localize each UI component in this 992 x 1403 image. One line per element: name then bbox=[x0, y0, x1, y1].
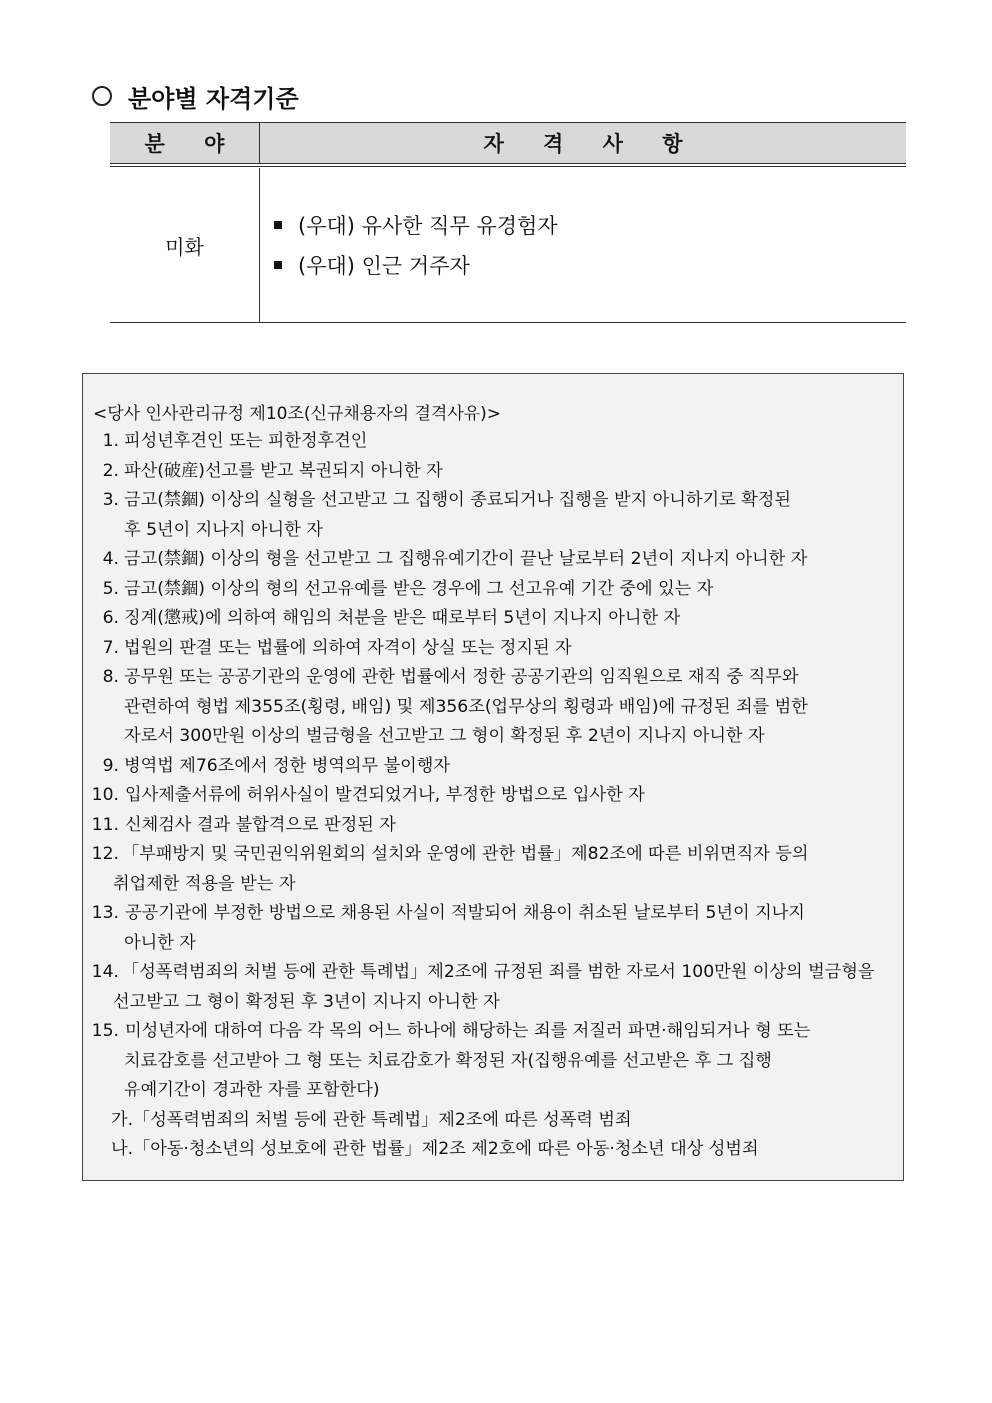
header-field: 분 야 bbox=[144, 132, 241, 156]
list-item-text: 파산(破産)선고를 받고 복권되지 아니한 자 bbox=[124, 460, 443, 481]
list-item-number: 9. bbox=[102, 755, 119, 776]
list-item bbox=[83, 1135, 903, 1165]
square-bullet-icon bbox=[274, 221, 282, 229]
list-item-text: 자로서 300만원 이상의 벌금형을 선고받고 그 형이 확정된 후 2년이 지나지 아니한 자 bbox=[124, 726, 765, 746]
list-item-number: 8. bbox=[102, 667, 119, 687]
list-item bbox=[83, 752, 903, 782]
list-item-text: 공공기관에 부정한 방법으로 채용된 사실이 적발되어 채용이 취소된 날로부터 5년이 지나지 bbox=[125, 903, 805, 923]
disqualification-box bbox=[82, 373, 904, 1181]
list-item-number: 6. bbox=[102, 608, 119, 628]
list-item-text: 미성년자에 대하여 다음 각 목의 어느 하나에 해당하는 죄를 저질러 파면·해임되거나 형 또는 bbox=[125, 1021, 811, 1041]
disqualification-title: <당사 인사관리규정 제10조(신규채용자의 결격사유)> bbox=[93, 404, 502, 424]
list-item-text: 법원의 판결 또는 법률에 의하여 자격이 상실 또는 정지된 자 bbox=[124, 637, 572, 658]
list-item-text: 후 5년이 지나지 아니한 자 bbox=[124, 519, 323, 540]
list-item-text: 유예기간이 경과한 자를 포함한다) bbox=[124, 1080, 380, 1100]
list-item-number: 11. bbox=[91, 814, 119, 835]
qualification-table-header bbox=[110, 122, 906, 163]
list-item-text: 공무원 또는 공공기관의 운영에 관한 법률에서 정한 공공기관의 임직원으로 재직 중 직무와 bbox=[124, 667, 799, 687]
list-item-number: 10. bbox=[91, 785, 119, 805]
section-heading bbox=[92, 78, 299, 114]
list-item bbox=[83, 486, 903, 545]
list-item-text: 취업제한 적용을 받는 자 bbox=[113, 873, 296, 894]
list-item-number: 14. bbox=[91, 962, 119, 982]
requirement-item: (우대) 인근 거주자 bbox=[274, 250, 558, 280]
list-item bbox=[83, 1017, 903, 1106]
list-item-text: 병역법 제76조에서 정한 병역의무 불이행자 bbox=[124, 755, 450, 776]
list-item bbox=[83, 575, 903, 605]
list-item-text: 금고(禁錮) 이상의 실형을 선고받고 그 집행이 종료되거나 집행을 받지 아니하기로 확정된 bbox=[124, 490, 791, 510]
list-item-number: 4. bbox=[102, 549, 119, 569]
list-item-text: 금고(禁錮) 이상의 형을 선고받고 그 집행유예기간이 끝난 날로부터 2년이 지나지 아니한 자 bbox=[124, 549, 808, 569]
list-item-text: 「성폭력범죄의 처벌 등에 관한 특례법」제2조에 따른 성폭력 범죄 bbox=[133, 1109, 632, 1130]
list-item-text: 아니한 자 bbox=[124, 932, 196, 953]
requirements-list bbox=[274, 210, 558, 280]
list-item bbox=[83, 1106, 903, 1136]
list-item bbox=[83, 840, 903, 899]
disqualification-list bbox=[83, 427, 903, 1165]
requirement-item: (우대) 유사한 직무 유경험자 bbox=[274, 210, 558, 240]
list-item-number: 13. bbox=[91, 903, 119, 923]
list-item bbox=[83, 427, 903, 457]
list-item-text: 신체검사 결과 불합격으로 판정된 자 bbox=[125, 814, 396, 835]
list-item bbox=[83, 811, 903, 841]
list-item-number: 3. bbox=[102, 490, 119, 510]
list-item-text: 「부패방지 및 국민권익위원회의 설치와 운영에 관한 법률」제82조에 따른 비위면직자 등의 bbox=[122, 844, 809, 864]
list-item-number: 가. bbox=[111, 1109, 134, 1130]
list-item-number: 7. bbox=[102, 637, 119, 658]
list-item-text: 금고(禁錮) 이상의 형의 선고유예를 받은 경우에 그 선고유예 기간 중에 있는 자 bbox=[124, 578, 714, 599]
list-item bbox=[83, 899, 903, 958]
list-item bbox=[83, 634, 903, 664]
list-item-number: 12. bbox=[91, 844, 119, 864]
list-item-number: 5. bbox=[102, 578, 119, 599]
list-item-number: 나. bbox=[111, 1139, 134, 1159]
list-item bbox=[83, 663, 903, 752]
section-heading-text: 분야별 자격기준 bbox=[128, 83, 299, 113]
list-item-text: 관련하여 형법 제355조(횡령, 배임) 및 제356조(업무상의 횡령과 배임)에 규정된 죄를 범한 bbox=[124, 696, 808, 717]
list-item-number: 15. bbox=[91, 1021, 119, 1041]
circle-bullet-icon bbox=[92, 86, 112, 106]
square-bullet-icon bbox=[274, 261, 282, 269]
qualification-table-row bbox=[110, 168, 906, 323]
list-item bbox=[83, 457, 903, 487]
list-item-text: 치료감호를 선고받아 그 형 또는 치료감호가 확정된 자(집행유예를 선고받은 후 그 집행 bbox=[124, 1050, 772, 1071]
header-requirements: 자 격 사 항 bbox=[483, 132, 699, 156]
list-item-text: 선고받고 그 형이 확정된 후 3년이 지나지 아니한 자 bbox=[113, 991, 500, 1012]
list-item-text: 피성년후견인 또는 피한정후견인 bbox=[124, 431, 368, 451]
list-item bbox=[83, 604, 903, 634]
list-item-text: 「성폭력범죄의 처벌 등에 관한 특례법」제2조에 규정된 죄를 범한 자로서 100만원 이상의 벌금형을 bbox=[122, 962, 875, 982]
list-item bbox=[83, 781, 903, 811]
list-item bbox=[83, 545, 903, 575]
list-item-text: 「아동·청소년의 성보호에 관한 법률」제2조 제2호에 따른 아동·청소년 대상 성범죄 bbox=[133, 1139, 759, 1159]
list-item-number: 2. bbox=[102, 460, 119, 481]
field-cell: 미화 bbox=[165, 234, 204, 259]
list-item-text: 징계(懲戒)에 의하여 해임의 처분을 받은 때로부터 5년이 지나지 아니한 자 bbox=[124, 608, 681, 628]
list-item-text: 입사제출서류에 허위사실이 발견되었거나, 부정한 방법으로 입사한 자 bbox=[125, 785, 645, 805]
list-item bbox=[83, 958, 903, 1017]
qualification-table bbox=[110, 122, 906, 323]
list-item-number: 1. bbox=[102, 431, 119, 451]
